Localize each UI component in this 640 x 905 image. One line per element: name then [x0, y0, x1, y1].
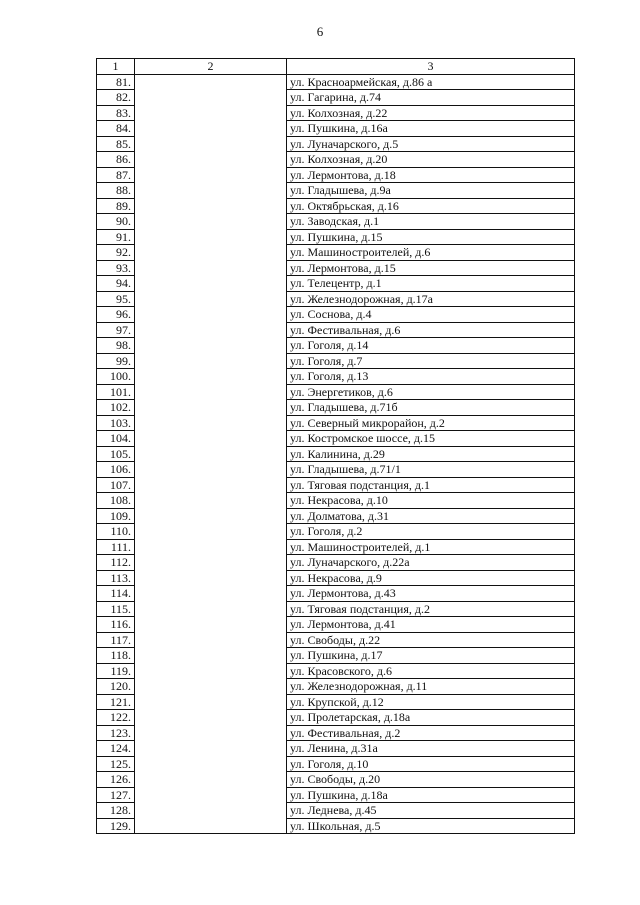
address-cell: ул. Калинина, д.29	[287, 446, 575, 462]
row-number: 108.	[97, 493, 135, 509]
address-cell: ул. Свободы, д.20	[287, 772, 575, 788]
address-cell: ул. Гоголя, д.13	[287, 369, 575, 385]
address-cell: ул. Гоголя, д.7	[287, 353, 575, 369]
address-table-body	[97, 74, 575, 834]
address-cell: ул. Тяговая подстанция, д.1	[287, 477, 575, 493]
row-number: 127.	[97, 787, 135, 803]
row-number: 105.	[97, 446, 135, 462]
row-number: 86.	[97, 152, 135, 168]
row-number: 82.	[97, 90, 135, 106]
address-cell: ул. Некрасова, д.9	[287, 570, 575, 586]
address-cell: ул. Пушкина, д.17	[287, 648, 575, 664]
address-table	[96, 58, 575, 834]
row-number: 117.	[97, 632, 135, 648]
header-col-3: 3	[287, 59, 575, 75]
row-number: 99.	[97, 353, 135, 369]
address-cell: ул. Гладышева, д.71/1	[287, 462, 575, 478]
row-number: 109.	[97, 508, 135, 524]
row-number: 116.	[97, 617, 135, 633]
row-number: 106.	[97, 462, 135, 478]
address-cell: ул. Октябрьская, д.16	[287, 198, 575, 214]
row-number: 94.	[97, 276, 135, 292]
row-number: 96.	[97, 307, 135, 323]
row-number: 98.	[97, 338, 135, 354]
address-cell: ул. Пушкина, д.16а	[287, 121, 575, 137]
row-number: 119.	[97, 663, 135, 679]
address-cell: ул. Заводская, д.1	[287, 214, 575, 230]
header-row	[97, 59, 575, 75]
address-cell: ул. Гладышева, д.71б	[287, 400, 575, 416]
table-row	[97, 74, 575, 90]
address-cell: ул. Соснова, д.4	[287, 307, 575, 323]
address-cell: ул. Железнодорожная, д.11	[287, 679, 575, 695]
header-col-1: 1	[97, 59, 135, 75]
row-number: 120.	[97, 679, 135, 695]
row-number: 87.	[97, 167, 135, 183]
row-number: 121.	[97, 694, 135, 710]
address-cell: ул. Телецентр, д.1	[287, 276, 575, 292]
row-number: 114.	[97, 586, 135, 602]
row-number: 100.	[97, 369, 135, 385]
row-number: 89.	[97, 198, 135, 214]
address-cell: ул. Машиностроителей, д.1	[287, 539, 575, 555]
row-number: 102.	[97, 400, 135, 416]
address-cell: ул. Ленина, д.31а	[287, 741, 575, 757]
row-number: 92.	[97, 245, 135, 261]
address-cell: ул. Гагарина, д.74	[287, 90, 575, 106]
address-cell: ул. Красноармейская, д.86 а	[287, 74, 575, 90]
row-number: 128.	[97, 803, 135, 819]
address-cell: ул. Свободы, д.22	[287, 632, 575, 648]
address-cell: ул. Пушкина, д.18а	[287, 787, 575, 803]
address-cell: ул. Гоголя, д.2	[287, 524, 575, 540]
address-cell: ул. Тяговая подстанция, д.2	[287, 601, 575, 617]
row-number: 90.	[97, 214, 135, 230]
row-number: 85.	[97, 136, 135, 152]
row-number: 93.	[97, 260, 135, 276]
address-cell: ул. Школьная, д.5	[287, 818, 575, 834]
address-cell: ул. Пролетарская, д.18а	[287, 710, 575, 726]
row-number: 110.	[97, 524, 135, 540]
address-cell: ул. Крупской, д.12	[287, 694, 575, 710]
address-cell: ул. Пушкина, д.15	[287, 229, 575, 245]
address-cell: ул. Колхозная, д.22	[287, 105, 575, 121]
address-cell: ул. Лермонтова, д.15	[287, 260, 575, 276]
row-number: 97.	[97, 322, 135, 338]
merged-empty-cell	[135, 74, 287, 834]
address-cell: ул. Машиностроителей, д.6	[287, 245, 575, 261]
row-number: 104.	[97, 431, 135, 447]
header-col-2: 2	[135, 59, 287, 75]
address-cell: ул. Долматова, д.31	[287, 508, 575, 524]
row-number: 124.	[97, 741, 135, 757]
row-number: 126.	[97, 772, 135, 788]
row-number: 95.	[97, 291, 135, 307]
row-number: 113.	[97, 570, 135, 586]
address-cell: ул. Гоголя, д.10	[287, 756, 575, 772]
address-cell: ул. Гладышева, д.9а	[287, 183, 575, 199]
row-number: 118.	[97, 648, 135, 664]
row-number: 91.	[97, 229, 135, 245]
address-cell: ул. Колхозная, д.20	[287, 152, 575, 168]
row-number: 107.	[97, 477, 135, 493]
row-number: 101.	[97, 384, 135, 400]
row-number: 125.	[97, 756, 135, 772]
row-number: 111.	[97, 539, 135, 555]
address-cell: ул. Северный микрорайон, д.2	[287, 415, 575, 431]
address-cell: ул. Железнодорожная, д.17а	[287, 291, 575, 307]
address-cell: ул. Леднева, д.45	[287, 803, 575, 819]
row-number: 88.	[97, 183, 135, 199]
address-cell: ул. Луначарского, д.5	[287, 136, 575, 152]
row-number: 112.	[97, 555, 135, 571]
row-number: 122.	[97, 710, 135, 726]
row-number: 123.	[97, 725, 135, 741]
address-cell: ул. Некрасова, д.10	[287, 493, 575, 509]
row-number: 103.	[97, 415, 135, 431]
address-cell: ул. Гоголя, д.14	[287, 338, 575, 354]
row-number: 129.	[97, 818, 135, 834]
page-number: 6	[316, 24, 324, 39]
row-number: 83.	[97, 105, 135, 121]
address-cell: ул. Энергетиков, д.6	[287, 384, 575, 400]
address-cell: ул. Фестивальная, д.6	[287, 322, 575, 338]
row-number: 81.	[97, 74, 135, 90]
address-cell: ул. Костромское шоссе, д.15	[287, 431, 575, 447]
address-cell: ул. Лермонтова, д.18	[287, 167, 575, 183]
row-number: 84.	[97, 121, 135, 137]
address-cell: ул. Фестивальная, д.2	[287, 725, 575, 741]
address-cell: ул. Красовского, д.6	[287, 663, 575, 679]
address-cell: ул. Лермонтова, д.41	[287, 617, 575, 633]
row-number: 115.	[97, 601, 135, 617]
address-cell: ул. Лермонтова, д.43	[287, 586, 575, 602]
address-cell: ул. Луначарского, д.22а	[287, 555, 575, 571]
